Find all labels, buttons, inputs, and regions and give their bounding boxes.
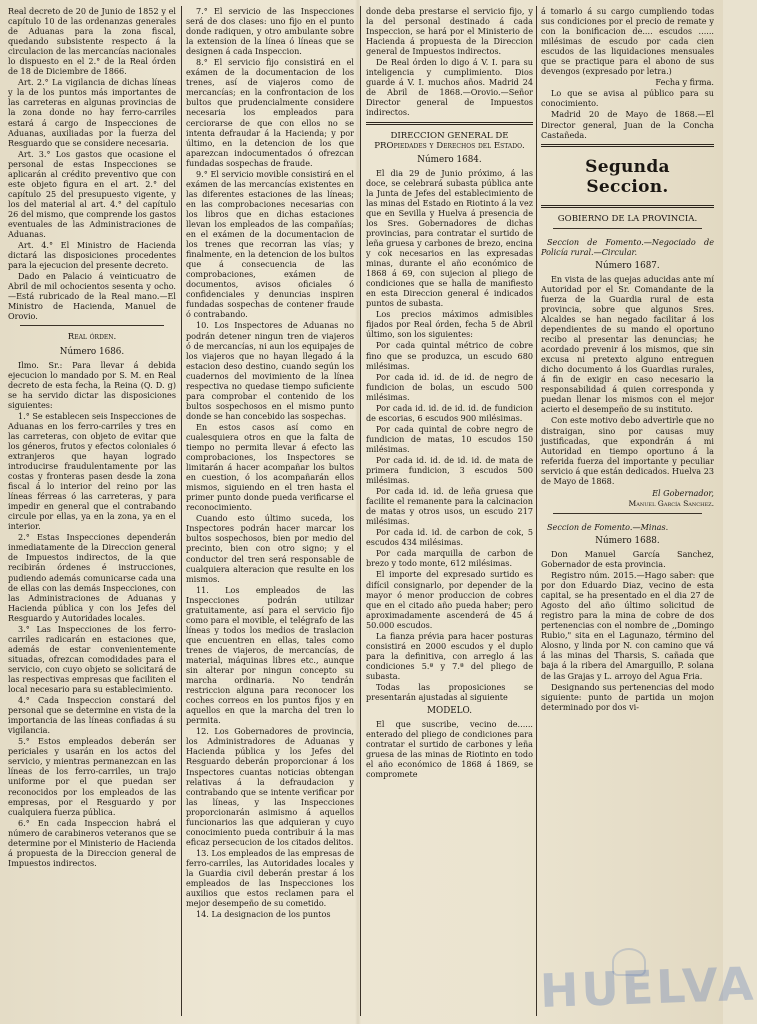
subsection-heading: Seccion de Fomento.—Negociado de Policía rural.—Circular. bbox=[541, 236, 714, 257]
paragraph: Registro núm. 2015.—Hago saber: que por don Eduardo Diaz, vecino de esta capital, se ha presentado en el dia 27 de Agosto del año último solicitud de registro para la mina de cobre de dos pertenencias con el nombre de ,,Domingo Rubio," sita en el Lagunazo, término del Alosno, y linda por N. con camino que vá á las minas del Tharsis, S. cañada que baja á la ribera del Amarguillo, P. solana de las Grajas y L. arroyo del Agua Fria. bbox=[541, 570, 714, 681]
model-heading: MODELO. bbox=[426, 706, 473, 717]
paragraph: Los precios máximos admisibles fijados por Real órden, fecha 5 de Abril último, son los siguientes: bbox=[366, 309, 533, 340]
paragraph: donde deba prestarse el servicio fijo, y la del personal destinado á cada Inspeccion, se hará por el Ministerio de Hacienda á propuesta de la Direccion general de Impuestos indirectos. bbox=[366, 6, 533, 57]
paragraph: Art. 2.° La vigilancia de dichas líneas y la de los puntos más importantes de las carreteras en algunas provincias de la zona donde no hay ferro-carriles estará á cargo de Inspecciones de Aduanas, auxiliadas por la fuerza del Resguardo que se considere necesaria. bbox=[8, 77, 176, 148]
paragraph: La fianza prévia para hacer posturas consistirá en 2000 escudos y el duplo para la definitiva, con arreglo á las condiciones 5.ª y 7.ª del pliego de subasta. bbox=[366, 630, 533, 681]
section-title: Segunda Seccion. bbox=[585, 156, 670, 197]
divider bbox=[553, 228, 702, 229]
signature-name: Manuel García Sanchez. bbox=[628, 498, 714, 508]
divider bbox=[553, 513, 702, 514]
archive-stamp-emblem bbox=[612, 948, 646, 976]
paragraph: 3.° Las Inspecciones de los ferro-carriles radicarán en estaciones que, además de estar convenientemente situadas, ofrezcan comodidades para el servicio, con cuyo objeto se solicitará de las respectivas empresas que faciliten el local necesario para su establecimiento. bbox=[8, 623, 176, 695]
paragraph: Por cada quintal métrico de cobre fino que se produzca, un escudo 680 milésimas. bbox=[366, 340, 533, 371]
item-number: Número 1686. bbox=[59, 346, 125, 357]
paragraph: 12. Los Gobernadores de provincia, los Administradores de Aduanas y Hacienda pública y los Jefes del Resguardo deberán proporcionar á los Inspectores cuantas noticias obtengan relativas á la defraudacion y contrabando que se intente verificar por las líneas, y las Inspecciones proporcionarán asimismo á aquellos funcionarios las que adquieran y cuyo conocimiento pueda contribuir á la mas eficaz persecucion de los citados delitos. bbox=[186, 726, 354, 847]
paragraph: Todas las proposiciones se presentarán ajustadas al siguiente bbox=[366, 682, 533, 703]
paragraph: Real decreto de 20 de Junio de 1852 y el capítulo 10 de las ordenanzas generales de Aduanas para la zona fiscal, quedando subsistente respecto á la circulacion de las mercancías nacionales lo dispuesto en el 2.° de la Real órden de 18 de Diciembre de 1866. bbox=[8, 6, 176, 77]
section-heading: GOBIERNO DE LA PROVINCIA. bbox=[557, 213, 698, 224]
paragraph: á tomarlo á su cargo cumpliendo todas sus condiciones por el precio de remate y con la bonificacion de.... escudos ...... milésimas de escudo por cada cien escudos de las liquidaciones mensuales que se practique para el abono de sus devengos (expresado por letra.) bbox=[541, 6, 714, 77]
paragraph: En estos casos así como en cualesquiera otros en que la falta de tiempo no permita llevar á efecto las comprobaciones, los Inspectores se limitarán á hacer acompañar los bultos en cuestion, ó los acompañarán ellos mismos, siguiendo en el tren hasta el primer punto donde pueda verificarse el reconocimiento. bbox=[186, 421, 354, 513]
paragraph: 13. Los empleados de las empresas de ferro-carriles, las Autoridades locales y la Guardia civil deberán prestar á los empleados de las Inspecciones los auxilios que estos reclamen para el mejor desempeño de su cometido. bbox=[186, 847, 354, 909]
paragraph: 11. Los empleados de las Inspecciones podrán utilizar gratuitamente, así para el servicio fijo como para el movible, el telégrafo de las líneas y todos los medios de traslacion que encuentren en ellas, tales como trenes de viajeros, de mercancías, de material, máquinas libres etc., aunque sin alterar por ningun concepto su marcha ordinaria. No tendrán restriccion alguna para reconocer los coches correos en los puntos fijos y en aquellos en que la marcha del tren lo permita. bbox=[186, 584, 354, 726]
paragraph: 10. Los Inspectores de Aduanas no podrán detener ningun tren de viajeros ó de mercancías, ni aun los equipajes de los viajeros que no hayan llegado á la estacion deso destino, cuando según los cuadernos del movimiento de la línea respectiva no quedase tiempo suficiente para comprobar el contenido de los bultos sospechosos en el mismo punto donde se han concebido las sospechas. bbox=[186, 320, 354, 421]
paragraph: El importe del expresado surtido es difícil consignarlo, por depender de la mayor ó menor produccion de cobres que en el citado año pueda haber; pero aproximadamente ascenderá de 45 á 50.000 escudos. bbox=[366, 569, 533, 630]
paragraph: Por cada id. id. de id. de negro de fundicion de bolas, un escudo 500 milésimas. bbox=[366, 371, 533, 402]
paragraph: Lo que se avisa al público para su conocimiento. bbox=[541, 88, 714, 109]
paragraph: El que suscribe, vecino de...... enterado del pliego de condiciones para contratar el surtido de carbones y leña gruesa de las minas de Riotinto en todo el año económico de 1868 á 1869, se compromete bbox=[366, 719, 533, 780]
divider bbox=[541, 144, 714, 147]
signature-line: Fecha y firma. bbox=[655, 77, 714, 88]
paragraph: 4.° Cada Inspeccion constará del personal que se determine en vista de la importancia de las líneas confiadas á su vigilancia. bbox=[8, 695, 176, 736]
column-4 bbox=[541, 6, 714, 1018]
paragraph: 5.° Estos empleados deberán ser periciales y usarán en los actos del servicio, y mientras permanezcan en las líneas de los ferro-carriles, un trajo uniforme por el que puedan ser reconocidos por los empleados de las empresas, por el Resguardo y por cualquiera fuerza pública. bbox=[8, 736, 176, 817]
archive-watermark: HUELVA bbox=[539, 956, 757, 1019]
item-number: Número 1687. bbox=[595, 260, 660, 271]
column-rule bbox=[536, 6, 537, 1016]
paragraph: 6.° En cada Inspeccion habrá el número de carabineros veteranos que se determine por el Ministerio de Hacienda á propuesta de la Direccion general de Impuestos indirectos. bbox=[8, 817, 176, 868]
paragraph: Por cada id. id. de carbon de cok, 5 escudos 434 milésimas. bbox=[366, 527, 533, 548]
paragraph: Don Manuel García Sanchez, Gobernador de esta provincia. bbox=[541, 548, 714, 570]
paragraph: Ilmo. Sr.: Para llevar á debida ejecucion lo mandado por S. M. en Real decreto de esta fecha, la Reina (Q. D. g) se ha servido dictar las disposiciones siguientes: bbox=[8, 359, 176, 410]
paragraph: Por cada id. id. de id. id. de mata de primera fundicion, 3 escudos 500 milésimas. bbox=[366, 454, 533, 486]
paragraph: Por cada marquilla de carbon de brezo y todo monte, 612 milésimas. bbox=[366, 548, 533, 569]
item-number: Número 1684. bbox=[417, 154, 482, 165]
paragraph: Por cada id. id. de leña gruesa que facilite el remanente para la calcinacion de matas y otros usos, un escudo 217 milésimas. bbox=[366, 486, 533, 527]
paragraph: 8.° El servicio fijo consistirá en el exámen de la documentacion de los trenes, así de viajeros como de mercancías; en la confrontacion de los bultos que prudencialmente considere necesaria los empleados para cerciorarse de que con ellos no se intenta defraudar á la Hacienda; y por último, en la detencion de los que aparezcan indocumentados ó ofrezcan fundadas sospechas de fraude. bbox=[186, 57, 354, 168]
paragraph: 1.° Se establecen seis Inspecciones de Aduanas en los ferro-carriles y tres en las carreteras, con objeto de evitar que los géneros, frutos y efectos coloniales ó extranjeros que hayan logrado introducirse fraudulentamente por las costas y fronteras pasen desde la zona fiscal á lo interior del reino por las líneas férreas ó las carreteras, y para impedir en general que el contrabando circule por ellas, ya en la zona, ya en el interior. bbox=[8, 410, 176, 532]
section-heading: Real órden. bbox=[67, 332, 117, 343]
divider bbox=[20, 325, 164, 326]
paragraph: El dia 29 de Junio próximo, á las doce, se celebrará subasta pública ante la Junta de Jefes del establecimiento de las minas del Estado en Riotinto á la vez que en Sevilla y Huelva á presencia de los Sres. Gobernadores de dichas provincias, para contratar el surtido de leña gruesa y carbones de brezo, encina y cok necesarios en las expresadas minas, durante el año económico de 1868 á 69, con sujecion al pliego de condiciones que se halla de manifiesto en esta Direccion general é indicados puntos de subasta. bbox=[366, 167, 533, 309]
paragraph: 7.° El servicio de las Inspecciones será de dos clases: uno fijo en el punto donde radiquen, y otro ambulante sobre la extension de la línea ó líneas que se designen á cada Inspeccion. bbox=[186, 6, 354, 57]
paragraph: Designando sus pertenencias del modo siguiente: punto de partida un mojon determinado por dos vi- bbox=[541, 681, 714, 712]
paragraph: Art. 4.° El Ministro de Hacienda dictará las disposiciones procedentes para la ejecucion del presente decreto. bbox=[8, 240, 176, 271]
paragraph: 9.° El servicio movible consistirá en el exámen de las mercancías existentes en las diferentes estaciones de las líneas; en las comprobaciones necesarias con los libros que en dichas estaciones llevan los empleados de las compañías; en el exámen de la documentacion de los trenes que recorran las vías; y finalmente, en la detencion de los bultos que á consecuencia de las comprobaciones, exámen de documentos, avisos oficiales ó confidenciales y denuncias inspiren fundadas sospechas de contener fraude ó contrabando. bbox=[186, 168, 354, 320]
paragraph: En vista de las quejas aducidas ante mí Autoridad por el Sr. Comandante de la fuerza de la Guardia rural de esta provincia, sobre que algunos Sres. Alcaldes se han negado facilitar á los dependientes de su mando el oportuno recibo al presentar las denuncias; he acordado prevenir á los mismos, que sin excusa ni pretexto alguno entreguen dicho documento á los Guardias rurales, á fin de exigir en caso necesario la responsabilidad á quien corresponda y puedan llenar los mismos con el mejor acierto el desempeño de su instituto. bbox=[541, 273, 714, 415]
item-number: Número 1688. bbox=[595, 535, 660, 546]
column-3 bbox=[366, 6, 533, 1018]
column-rule bbox=[360, 6, 361, 1016]
paragraph: De Real órden lo digo á V. I. para su inteligencia y cumplimiento. Dios guarde á V. I. muchos años. Madrid 24 de Abril de 1868.—Orovio.—Señor Director general de Impuestos indirectos. bbox=[366, 57, 533, 118]
paragraph: 14. La designacion de los puntos bbox=[196, 909, 331, 920]
paragraph: Con este motivo debo advertirle que no distraigan, sino por causas muy justificadas, que expondrán á mi Autoridad en tiempo oportuno á la referida fuerza del importante y peculiar servicio á que están dedicados. Huelva 23 de Mayo de 1868. bbox=[541, 415, 714, 486]
section-heading: DIRECCION GENERAL DE PROpiedades y Derechos del Estado. bbox=[374, 130, 525, 151]
paragraph: Dado en Palacio á veinticuatro de Abril de mil ochocientos sesenta y ocho.—Está rubricado de la Real mano.—El Ministro de Hacienda, Manuel de Orovio. bbox=[8, 271, 176, 322]
column-1 bbox=[8, 6, 176, 1018]
paragraph: Cuando esto último suceda, los Inspectores podrán hacer marcar los bultos sospechosos, bien por medio del precinto, bien con otro signo; y el conductor del tren será responsable de cualquiera alteracion que resulte en los mismos. bbox=[186, 513, 354, 584]
paragraph: Por cada quintal de cobre negro de fundicion de matas, 10 escudos 150 milésimas. bbox=[366, 423, 533, 454]
column-rule bbox=[181, 6, 182, 1016]
paragraph: 2.° Estas Inspecciones dependerán inmediatamente de la Direccion general de Impuestos indirectos, de la que recibirán órdenes é instrucciones, pudiendo además comunicarse cada una de ellas con las demás Inspecciones, con las Administraciones de Aduanas y Hacienda pública y con los Jefes del Resguardo y Autoridades locales. bbox=[8, 532, 176, 623]
paragraph: Art. 3.° Los gastos que ocasione el personal de estas Inspecciones se aplicarán al crédito preventivo que con este objeto figura en el art. 2.° del capítulo 25 del presupuesto vigente, y los del material al art. 4.° del capítulo 26 del mismo, que comprende los gastos eventuales de las Administraciones de Aduanas. bbox=[8, 148, 176, 240]
paragraph: Madrid 20 de Mayo de 1868.—El Director general, Juan de la Concha Castañeda. bbox=[541, 109, 714, 140]
divider bbox=[541, 205, 714, 208]
subsection-heading: Seccion de Fomento.—Minas. bbox=[547, 521, 669, 532]
signature-title: El Gobernador, bbox=[652, 487, 714, 498]
paragraph: Por cada id. id. de id. id. de fundicion de escorias, 6 escudos 900 milésimas. bbox=[366, 402, 533, 423]
column-2 bbox=[186, 6, 354, 1018]
divider bbox=[366, 122, 533, 125]
